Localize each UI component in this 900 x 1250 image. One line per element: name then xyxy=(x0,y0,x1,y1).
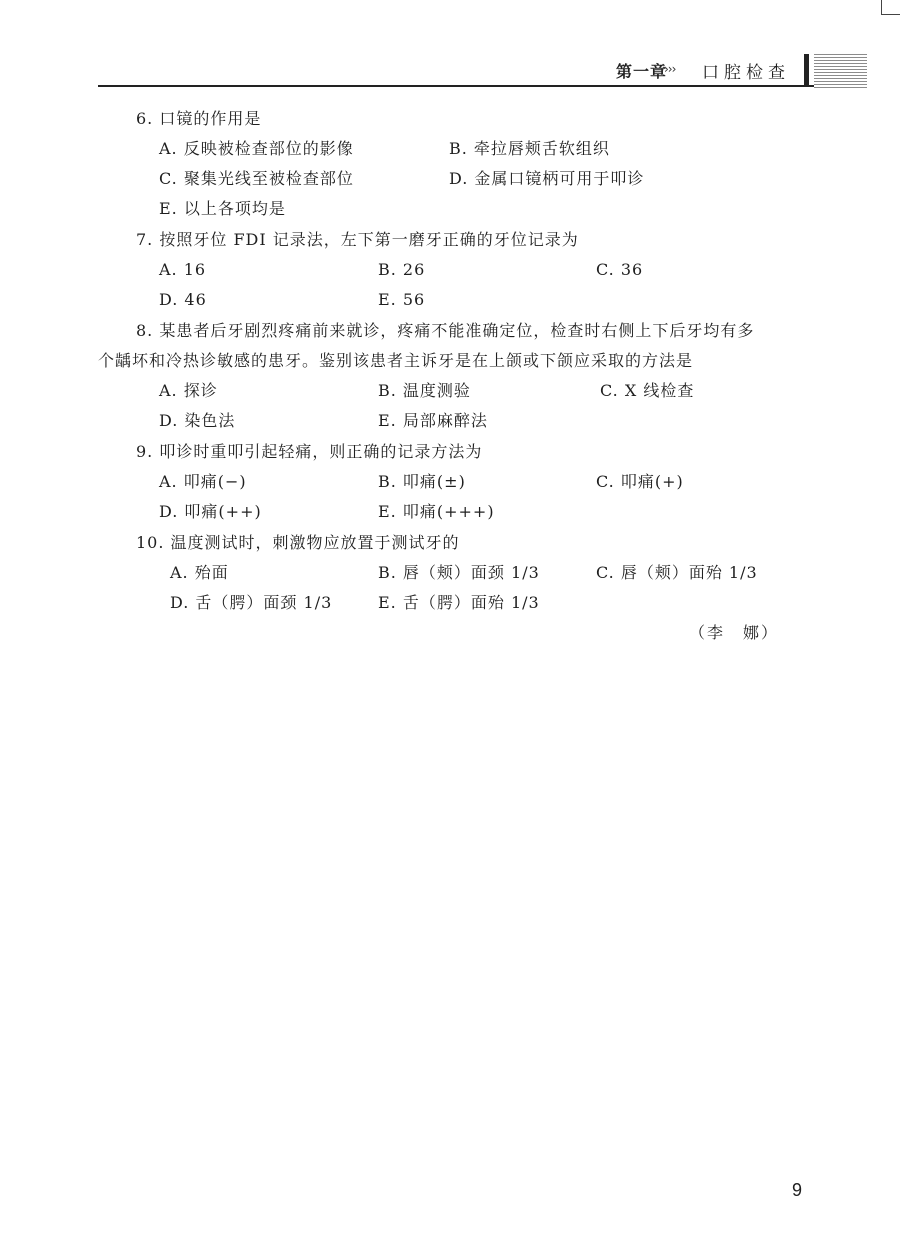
question-6-option-c: C. 聚集光线至被检查部位 xyxy=(159,169,354,188)
question-7 xyxy=(136,229,579,251)
question-6-option-a: A. 反映被检查部位的影像 xyxy=(159,139,354,158)
question-number: 8. xyxy=(136,321,154,340)
question-9-option-b: B. 叩痛(±) xyxy=(378,472,466,491)
question-8-continuation: 个龋坏和冷热诊敏感的患牙。鉴别该患者主诉牙是在上颌或下颌应采取的方法是 xyxy=(98,351,694,370)
question-9-option-d: D. 叩痛(++) xyxy=(159,502,262,521)
question-number: 6. xyxy=(136,109,154,128)
header-stripe-decoration xyxy=(814,54,867,88)
question-text: 口镜的作用是 xyxy=(159,109,262,128)
question-6 xyxy=(136,108,261,130)
question-10 xyxy=(136,532,460,554)
page-corner-mark xyxy=(881,0,900,15)
question-6-option-b: B. 牵拉唇颊舌软组织 xyxy=(449,139,610,158)
question-9-option-e: E. 叩痛(+++) xyxy=(378,502,495,521)
section-title: 口腔检查 xyxy=(702,63,790,82)
header-accent-bar xyxy=(804,54,809,87)
question-number: 7. xyxy=(136,230,154,249)
question-number: 9. xyxy=(136,442,154,461)
page-number: 9 xyxy=(792,1180,803,1200)
question-9 xyxy=(136,441,482,463)
question-text-line-1: 某患者后牙剧烈疼痛前来就诊，疼痛不能准确定位，检查时右侧上下后牙均有多 xyxy=(159,321,755,340)
question-8-option-c: C. X 线检查 xyxy=(600,381,695,400)
question-text: 温度测试时，刺激物应放置于测试牙的 xyxy=(170,533,460,552)
page-header xyxy=(98,54,867,90)
question-8-option-e: E. 局部麻醉法 xyxy=(378,411,488,430)
header-rule xyxy=(98,85,814,87)
question-8-option-d: D. 染色法 xyxy=(159,411,236,430)
question-10-option-c: C. 唇（颊）面殆 1/3 xyxy=(596,563,758,582)
question-7-option-c: C. 36 xyxy=(596,260,644,279)
question-number: 10. xyxy=(136,533,165,552)
question-text: 按照牙位 FDI 记录法，左下第一磨牙正确的牙位记录为 xyxy=(159,230,579,249)
question-9-option-a: A. 叩痛(−) xyxy=(159,472,247,491)
question-10-option-b: B. 唇（颊）面颈 1/3 xyxy=(378,563,540,582)
question-10-option-d: D. 舌（腭）面颈 1/3 xyxy=(170,593,333,612)
question-6-option-e: E. 以上各项均是 xyxy=(159,199,286,218)
triple-chevron-icon: ››› xyxy=(664,62,676,76)
question-6-option-d: D. 金属口镜柄可用于叩诊 xyxy=(449,169,645,188)
question-10-option-e: E. 舌（腭）面殆 1/3 xyxy=(378,593,540,612)
question-9-option-c: C. 叩痛(+) xyxy=(596,472,684,491)
question-10-option-a: A. 殆面 xyxy=(170,563,229,582)
question-text: 叩诊时重叩引起轻痛，则正确的记录方法为 xyxy=(159,442,483,461)
question-7-option-a: A. 16 xyxy=(159,260,207,279)
author-credit: （李 娜） xyxy=(689,623,780,642)
question-8 xyxy=(136,320,754,342)
question-7-option-e: E. 56 xyxy=(378,290,426,309)
question-7-option-d: D. 46 xyxy=(159,290,207,309)
question-7-option-b: B. 26 xyxy=(378,260,426,279)
chapter-title: 第一章 xyxy=(616,64,668,81)
question-8-option-a: A. 探诊 xyxy=(159,381,218,400)
question-8-option-b: B. 温度测验 xyxy=(378,381,471,400)
